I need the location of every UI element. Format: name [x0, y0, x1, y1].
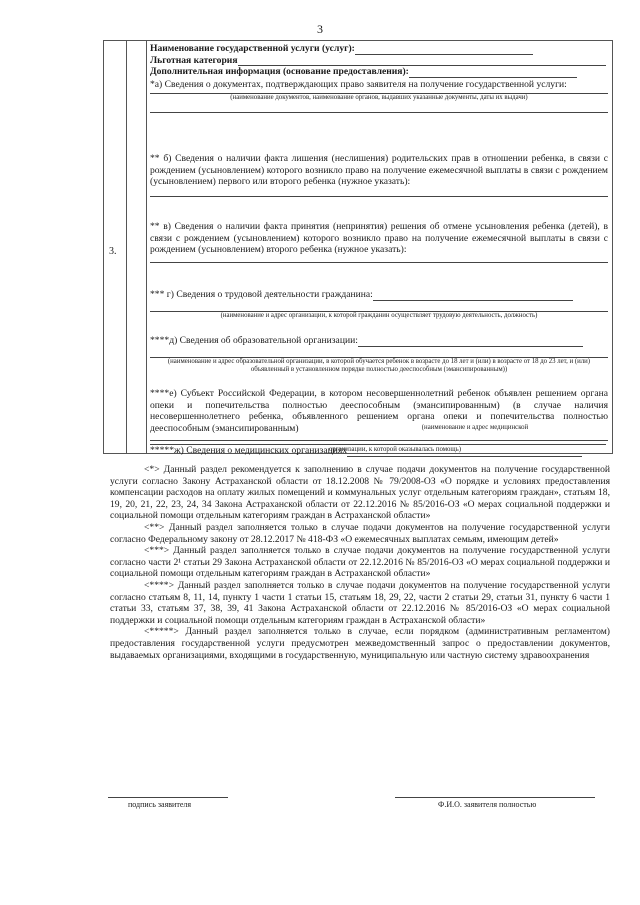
item-g-hint: (наименование и адрес организации, к которой гражданин осуществляет трудовую деятельность, должность): [220, 311, 538, 319]
item-a-field-2[interactable]: [150, 112, 608, 113]
full-name-label: Ф.И.О. заявителя полностью: [438, 800, 537, 809]
item-zh-field[interactable]: [347, 456, 582, 457]
category-line: [150, 55, 608, 67]
item-zh-hint-1: (наименование и адрес медицинской: [421, 424, 529, 431]
footnote-2: <**> Данный раздел заполняется только в случае подачи документов на получение государственной услуги согласно Федеральному закону от 28.12.2017 № 418-ФЗ «О ежемесячных выплатах семьям, имеющим детей»: [110, 521, 610, 545]
extra-info-line: [150, 66, 608, 78]
signature-label: подпись заявителя: [128, 800, 192, 809]
item-g-text: *** г) Сведения о трудовой деятельности гражданина:: [150, 289, 373, 300]
service-name-line: [150, 43, 608, 55]
page-number: 3: [317, 22, 323, 36]
item-d-field[interactable]: [358, 346, 583, 347]
item-zh-text: *****ж) Сведения о медицинских организациях: [150, 445, 348, 456]
footnote-4: <****> Данный раздел заполняется только в случае подачи документов на получение государственной услуги согласно статьям 8, 11, 14, пункту 1 части 1 статьи 15, статьям 18, 29, 22, части 2 статьи 29, статьи 31, пункту 6 части 1 статьи 33, статьям 37, 38, 39, 41 Закона Астраханской области от 22.12.2016 № 85/2016-ОЗ «О мерах социальной поддержки и социальной помощи отдельным категориям граждан в Астраханской области»: [110, 579, 610, 626]
item-b-field[interactable]: [150, 196, 608, 197]
footnote-3: <***> Данный раздел заполняется только в случае подачи документов на получение государственной услуги согласно части 2¹ статьи 29 Закона Астраханской области от 22.12.2016 № 85/2016-ОЗ «О мерах социальной поддержки и социальной помощи отдельным категориям граждан в Астраханской области»: [110, 545, 610, 580]
extra-info-field[interactable]: [409, 77, 577, 78]
item-d-hint: (наименование и адрес образовательной организации, в которой обучается ребенок в возрасте до 18 лет и (или) в возрасте от 18 до 23 лет, и (или) объявленный в установленном порядке полностью дееспособным (эмансипированным)): [167, 357, 591, 373]
item-v-text: ** в) Сведения о наличии факта принятия (непринятия) решения об отмене усыновления ребенка (детей), в связи с рождением (усыновлением) которого возникло право на получение ежемесячной выплаты в связи с рождением (усыновлением) второго ребенка (нужное указать):: [150, 221, 608, 255]
item-a-text: *а) Сведения о документах, подтверждающих право заявителя на получение государственной услуги:: [150, 79, 567, 90]
row-number-column: [104, 41, 127, 453]
item-a-hint: (наименование документов, наименование органов, выдавших указанные документы, даты их выдачи): [230, 93, 528, 101]
signature-line[interactable]: [108, 797, 228, 798]
extra-info-label: Дополнительная информация (основание предоставления):: [150, 66, 409, 77]
item-e-text: ****е) Субъект Российской Федерации, в котором несовершеннолетний ребенок объявлен решением органа опеки и попечительства полностью дееспособным (эмансипированным) (в случае наличия несовершеннолетнего ребенка, объявленного решением органа опеки и попечительства полностью дееспособным (эмансипированным): [150, 388, 608, 434]
item-e-field[interactable]: [150, 440, 608, 441]
item-g-field[interactable]: [373, 300, 573, 301]
item-b-text: ** б) Сведения о наличии факта лишения (неслишения) родительских прав в отношении ребенка, в связи с рождением (усыновлением) которого возникло право на получение ежемесячной выплаты в связи с рождением (усыновлением) первого или второго ребенка (нужное указать):: [150, 153, 608, 187]
footnotes: [110, 464, 610, 661]
row-number: 3.: [109, 246, 117, 257]
item-zh-hint-2: организации, к которой оказывалась помощь): [328, 446, 462, 453]
application-table: [103, 40, 613, 454]
empty-column: [126, 41, 147, 453]
full-name-line[interactable]: [395, 797, 595, 798]
footnote-1: <*> Данный раздел рекомендуется к заполнению в случае подачи документов на получение государственной услуги согласно Закону Астраханской области от 18.12.2008 № 79/2008-ОЗ «О порядке и условиях предоставления компенсации расходов на оплату жилых помещений и коммунальных услуг отдельным категориям граждан», статьям 18, 19, 20, 21, 22, 23, 24, 34 Закона Астраханской области от 22.12.2016 № 85/2016-ОЗ «О мерах социальной поддержки и социальной помощи отдельным категориям граждан в Астраханской области»: [110, 464, 610, 522]
item-v-field[interactable]: [150, 262, 608, 263]
category-label: Льготная категория: [150, 54, 238, 66]
service-name-label: Наименование государственной услуги (услуг):: [150, 43, 355, 54]
item-zh-field-2[interactable]: [150, 444, 606, 445]
footnote-5: <*****> Данный раздел заполняется только в случае, если порядком (административным регламентом) предоставления государственной услуги предусмотрен межведомственный запрос о предоставлении документов, выдаваемых организациями, входящими в государственную, муниципальную или частную систему здравоохранения: [110, 626, 610, 661]
item-g-line: [150, 289, 608, 301]
item-d-line: [150, 335, 608, 347]
item-d-text: ****д) Сведения об образовательной организации:: [150, 335, 358, 346]
